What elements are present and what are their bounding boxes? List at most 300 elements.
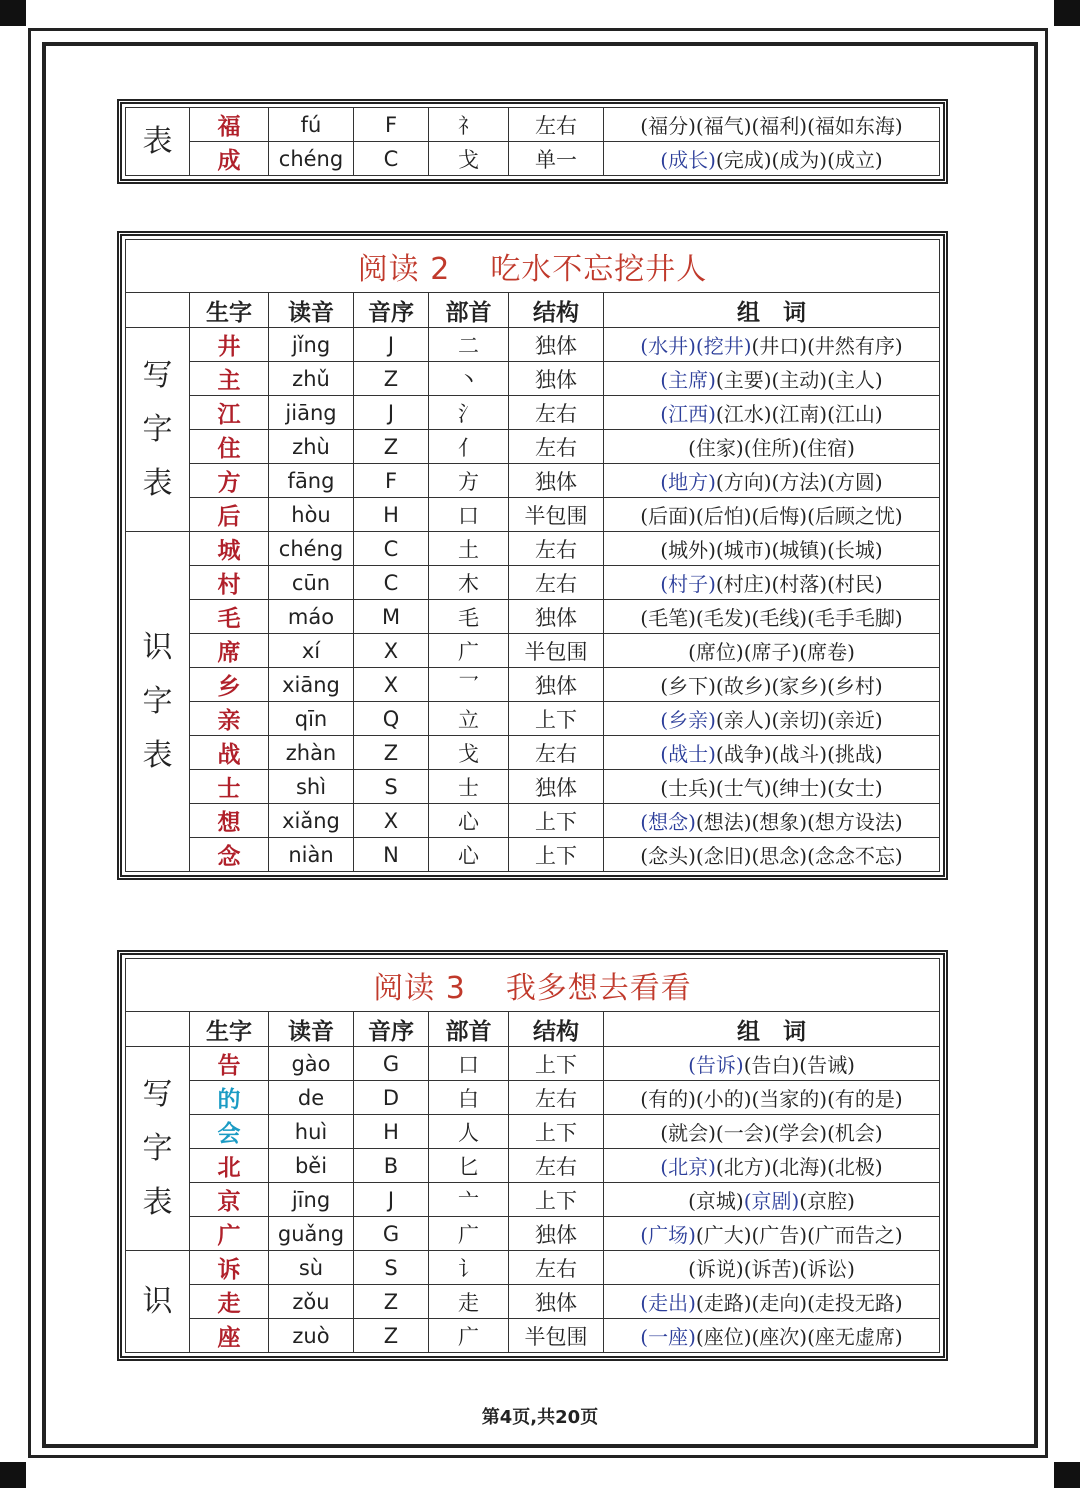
structure: 上下 — [509, 804, 604, 838]
structure: 独体 — [509, 464, 604, 498]
radical: 丶 — [429, 362, 509, 396]
word: (成为) — [771, 148, 828, 172]
word: (京城) — [688, 1189, 744, 1213]
radical: 人 — [429, 1115, 509, 1149]
table-row — [126, 396, 940, 430]
word-group — [604, 1115, 940, 1149]
word: (有的) — [640, 1087, 696, 1111]
lesson-title — [126, 240, 940, 293]
initial-letter: Z — [354, 430, 429, 464]
structure: 独体 — [509, 1285, 604, 1319]
initial-letter: F — [354, 108, 429, 142]
initial-letter: X — [354, 668, 429, 702]
word-group — [604, 1183, 940, 1217]
word-group — [604, 1285, 940, 1319]
word: (主要) — [715, 368, 772, 392]
word: (福利) — [751, 114, 808, 138]
new-character: 广 — [190, 1217, 269, 1251]
word-group — [604, 142, 940, 176]
word: (告诫) — [799, 1053, 855, 1077]
word: (主动) — [771, 368, 828, 392]
header-row — [126, 293, 940, 328]
group-label-char: 表 — [142, 123, 173, 159]
pinyin: zǒu — [269, 1285, 354, 1319]
structure: 左右 — [509, 430, 604, 464]
radical: 氵 — [429, 396, 509, 430]
word: (井口) — [751, 334, 808, 358]
word: (念旧) — [695, 844, 752, 868]
column-header: 读音 — [269, 1012, 354, 1047]
table-row — [126, 430, 940, 464]
word: (广大) — [695, 1223, 752, 1247]
word-group — [604, 668, 940, 702]
new-character: 走 — [190, 1285, 269, 1319]
column-header: 结构 — [509, 293, 604, 328]
column-header: 读音 — [269, 293, 354, 328]
table-row — [126, 668, 940, 702]
word: (城外) — [660, 538, 716, 562]
word: (京剧) — [743, 1189, 800, 1213]
table-row — [126, 770, 940, 804]
structure: 独体 — [509, 600, 604, 634]
table-row — [126, 532, 940, 566]
table-row — [126, 142, 940, 176]
radical: 戈 — [429, 736, 509, 770]
new-character: 后 — [190, 498, 269, 532]
word: (毛发) — [695, 606, 752, 630]
group-label-char: 表 — [142, 737, 173, 773]
word: (福如东海) — [807, 114, 903, 138]
radical: 士 — [429, 770, 509, 804]
initial-letter: J — [354, 328, 429, 362]
pinyin: cūn — [269, 566, 354, 600]
table-row — [126, 1251, 940, 1285]
group-label — [126, 108, 190, 176]
word: (士气) — [715, 776, 772, 800]
structure: 左右 — [509, 736, 604, 770]
pinyin: shì — [269, 770, 354, 804]
word-group — [604, 634, 940, 668]
structure: 左右 — [509, 108, 604, 142]
word: (后怕) — [695, 504, 752, 528]
new-character: 的 — [190, 1081, 269, 1115]
new-character: 诉 — [190, 1251, 269, 1285]
word: (亲近) — [827, 708, 883, 732]
word: (想念) — [640, 810, 696, 834]
word: (广场) — [640, 1223, 696, 1247]
radical: 广 — [429, 634, 509, 668]
word: (住家) — [688, 436, 744, 460]
word: (主席) — [660, 368, 716, 392]
word: (乡亲) — [660, 708, 716, 732]
structure: 上下 — [509, 1183, 604, 1217]
initial-letter: G — [354, 1217, 429, 1251]
new-character: 成 — [190, 142, 269, 176]
lesson-number: 阅读 2 — [357, 252, 451, 287]
radical: 口 — [429, 1047, 509, 1081]
word: (亲人) — [715, 708, 772, 732]
new-character: 会 — [190, 1115, 269, 1149]
table-row — [126, 566, 940, 600]
word-group — [604, 362, 940, 396]
pinyin: qīn — [269, 702, 354, 736]
word: (毛线) — [751, 606, 808, 630]
initial-letter: Z — [354, 1319, 429, 1353]
initial-letter: C — [354, 142, 429, 176]
new-character: 念 — [190, 838, 269, 872]
word: (江西) — [660, 402, 716, 426]
word: (挑战) — [827, 742, 883, 766]
radical: 口 — [429, 498, 509, 532]
word: (想法) — [695, 810, 752, 834]
group-label-char: 表 — [142, 465, 173, 501]
word: (士兵) — [660, 776, 716, 800]
lesson-title — [126, 959, 940, 1012]
word: (后顾之忧) — [807, 504, 903, 528]
word: (水井) — [640, 334, 696, 358]
radical: 土 — [429, 532, 509, 566]
word: (住所) — [743, 436, 800, 460]
word: (挖井) — [695, 334, 752, 358]
word-group — [604, 838, 940, 872]
structure: 左右 — [509, 1251, 604, 1285]
table-row — [126, 328, 940, 362]
pinyin: niàn — [269, 838, 354, 872]
word: (绅士) — [771, 776, 828, 800]
new-character: 座 — [190, 1319, 269, 1353]
group-label-char: 表 — [142, 1184, 173, 1220]
pinyin: máo — [269, 600, 354, 634]
initial-letter: G — [354, 1047, 429, 1081]
group-label-char: 字 — [142, 1130, 173, 1166]
word: (毛手毛脚) — [807, 606, 903, 630]
lesson-name: 吃水不忘挖井人 — [490, 252, 708, 287]
group-label-char: 识 — [142, 1283, 173, 1319]
new-character: 亲 — [190, 702, 269, 736]
word-group — [604, 396, 940, 430]
word-group — [604, 1047, 940, 1081]
pinyin: de — [269, 1081, 354, 1115]
word: (广而告之) — [807, 1223, 903, 1247]
initial-letter: N — [354, 838, 429, 872]
word: (念头) — [640, 844, 696, 868]
word: (座位) — [695, 1325, 752, 1349]
word: (想象) — [751, 810, 808, 834]
table-row — [126, 634, 940, 668]
group-label-read — [126, 1251, 190, 1353]
column-header: 部首 — [429, 1012, 509, 1047]
word: (家乡) — [771, 674, 828, 698]
word-group — [604, 498, 940, 532]
initial-letter: C — [354, 532, 429, 566]
new-character: 北 — [190, 1149, 269, 1183]
word: (主人) — [827, 368, 883, 392]
initial-letter: Z — [354, 1285, 429, 1319]
word: (毛笔) — [640, 606, 696, 630]
group-label-char: 识 — [142, 629, 173, 665]
word-group — [604, 736, 940, 770]
initial-letter: B — [354, 1149, 429, 1183]
word: (学会) — [771, 1121, 828, 1145]
word-group — [604, 1149, 940, 1183]
structure: 上下 — [509, 838, 604, 872]
lesson-name: 我多想去看看 — [505, 971, 692, 1006]
structure: 上下 — [509, 1047, 604, 1081]
word: (北方) — [715, 1155, 772, 1179]
header-row — [126, 1012, 940, 1047]
word: (女士) — [827, 776, 883, 800]
pinyin: zuò — [269, 1319, 354, 1353]
word: (江水) — [715, 402, 772, 426]
pinyin: fāng — [269, 464, 354, 498]
word: (方圆) — [827, 470, 883, 494]
word: (战斗) — [771, 742, 828, 766]
word-group — [604, 702, 940, 736]
word: (北京) — [660, 1155, 716, 1179]
word-group — [604, 566, 940, 600]
structure: 半包围 — [509, 634, 604, 668]
word-group — [604, 328, 940, 362]
table-row — [126, 1285, 940, 1319]
new-character: 井 — [190, 328, 269, 362]
column-header: 组 词 — [604, 293, 940, 328]
word: (村落) — [771, 572, 828, 596]
table-row — [126, 108, 940, 142]
radical: 戈 — [429, 142, 509, 176]
new-character: 主 — [190, 362, 269, 396]
pinyin: jiāng — [269, 396, 354, 430]
structure: 上下 — [509, 702, 604, 736]
initial-letter: J — [354, 396, 429, 430]
word: (走投无路) — [807, 1291, 903, 1315]
word: (诉苦) — [743, 1257, 800, 1281]
word: (战争) — [715, 742, 772, 766]
word: (席位) — [688, 640, 744, 664]
word: (城市) — [715, 538, 772, 562]
pinyin: fú — [269, 108, 354, 142]
new-character: 福 — [190, 108, 269, 142]
radical: 礻 — [429, 108, 509, 142]
radical: 乛 — [429, 668, 509, 702]
new-character: 城 — [190, 532, 269, 566]
pinyin: xiǎng — [269, 804, 354, 838]
radical: 广 — [429, 1217, 509, 1251]
new-character: 士 — [190, 770, 269, 804]
word: (乡村) — [827, 674, 883, 698]
new-character: 毛 — [190, 600, 269, 634]
radical: 白 — [429, 1081, 509, 1115]
structure: 左右 — [509, 1149, 604, 1183]
corner-mark-top-left — [0, 0, 26, 26]
radical: 讠 — [429, 1251, 509, 1285]
radical: 立 — [429, 702, 509, 736]
table-row — [126, 702, 940, 736]
word: (村民) — [827, 572, 883, 596]
table-row — [126, 362, 940, 396]
pinyin: jīng — [269, 1183, 354, 1217]
word: (福气) — [695, 114, 752, 138]
structure: 独体 — [509, 668, 604, 702]
word: (京腔) — [799, 1189, 855, 1213]
word-group — [604, 430, 940, 464]
group-label-write — [126, 1047, 190, 1251]
header-blank — [126, 1012, 190, 1047]
structure: 独体 — [509, 328, 604, 362]
initial-letter: H — [354, 1115, 429, 1149]
group-label-read — [126, 532, 190, 872]
word: (就会) — [660, 1121, 716, 1145]
column-header: 音序 — [354, 293, 429, 328]
group-label-char: 写 — [142, 1076, 173, 1112]
word-group — [604, 804, 940, 838]
new-character: 席 — [190, 634, 269, 668]
table-row — [126, 804, 940, 838]
pinyin: sù — [269, 1251, 354, 1285]
column-header: 生字 — [190, 293, 269, 328]
word: (诉说) — [688, 1257, 744, 1281]
word-group — [604, 108, 940, 142]
column-header: 生字 — [190, 1012, 269, 1047]
initial-letter: H — [354, 498, 429, 532]
pinyin: gào — [269, 1047, 354, 1081]
new-character: 战 — [190, 736, 269, 770]
word: (亲切) — [771, 708, 828, 732]
word: (当家的) — [751, 1087, 828, 1111]
word-group — [604, 1081, 940, 1115]
corner-mark-top-right — [1054, 0, 1080, 26]
table-row — [126, 1183, 940, 1217]
word: (江山) — [827, 402, 883, 426]
pinyin: chéng — [269, 142, 354, 176]
radical: 心 — [429, 804, 509, 838]
pinyin: zhàn — [269, 736, 354, 770]
pinyin: zhǔ — [269, 362, 354, 396]
initial-letter: S — [354, 770, 429, 804]
pinyin: xí — [269, 634, 354, 668]
word: (村庄) — [715, 572, 772, 596]
word: (走向) — [751, 1291, 808, 1315]
column-header: 组 词 — [604, 1012, 940, 1047]
word-group — [604, 464, 940, 498]
word-group — [604, 600, 940, 634]
word: (井然有序) — [807, 334, 903, 358]
table-row — [126, 1149, 940, 1183]
new-character: 江 — [190, 396, 269, 430]
radical: 亻 — [429, 430, 509, 464]
initial-letter: F — [354, 464, 429, 498]
initial-letter: S — [354, 1251, 429, 1285]
table-row — [126, 464, 940, 498]
structure: 半包围 — [509, 498, 604, 532]
word-group — [604, 1251, 940, 1285]
word: (成立) — [827, 148, 883, 172]
word: (完成) — [715, 148, 772, 172]
initial-letter: D — [354, 1081, 429, 1115]
column-header: 部首 — [429, 293, 509, 328]
group-label-char: 写 — [142, 357, 173, 393]
radical: 亠 — [429, 1183, 509, 1217]
structure: 独体 — [509, 362, 604, 396]
word: (走出) — [640, 1291, 696, 1315]
structure: 左右 — [509, 566, 604, 600]
table-row — [126, 498, 940, 532]
word: (战士) — [660, 742, 716, 766]
radical: 匕 — [429, 1149, 509, 1183]
initial-letter: Z — [354, 736, 429, 770]
table-row — [126, 600, 940, 634]
structure: 左右 — [509, 1081, 604, 1115]
word: (座无虚席) — [807, 1325, 903, 1349]
table-lesson-2 — [117, 231, 948, 880]
table-row — [126, 838, 940, 872]
structure: 单一 — [509, 142, 604, 176]
pinyin: běi — [269, 1149, 354, 1183]
page-number: 第4页,共20页 — [481, 1407, 599, 1428]
pinyin: jǐng — [269, 328, 354, 362]
word: (北海) — [771, 1155, 828, 1179]
word: (方向) — [715, 470, 772, 494]
radical: 方 — [429, 464, 509, 498]
word-group — [604, 1319, 940, 1353]
word: (席子) — [743, 640, 800, 664]
new-character: 想 — [190, 804, 269, 838]
word: (江南) — [771, 402, 828, 426]
word: (告诉) — [688, 1053, 744, 1077]
word: (村子) — [660, 572, 716, 596]
new-character: 住 — [190, 430, 269, 464]
group-label-write — [126, 328, 190, 532]
table-row — [126, 1081, 940, 1115]
word: (广告) — [751, 1223, 808, 1247]
radical: 毛 — [429, 600, 509, 634]
new-character: 告 — [190, 1047, 269, 1081]
word: (成长) — [660, 148, 716, 172]
initial-letter: Z — [354, 362, 429, 396]
word: (一会) — [715, 1121, 772, 1145]
word: (方法) — [771, 470, 828, 494]
word: (一座) — [640, 1325, 696, 1349]
word: (诉讼) — [799, 1257, 855, 1281]
word: (座次) — [751, 1325, 808, 1349]
pinyin: chéng — [269, 532, 354, 566]
table-row — [126, 1319, 940, 1353]
table-row — [126, 1115, 940, 1149]
corner-mark-bottom-left — [0, 1462, 26, 1488]
word-group — [604, 1217, 940, 1251]
word: (地方) — [660, 470, 716, 494]
word: (机会) — [827, 1121, 883, 1145]
word: (住宿) — [799, 436, 855, 460]
initial-letter: C — [354, 566, 429, 600]
pinyin: hòu — [269, 498, 354, 532]
structure: 左右 — [509, 396, 604, 430]
radical: 二 — [429, 328, 509, 362]
pinyin: zhù — [269, 430, 354, 464]
word: (小的) — [695, 1087, 752, 1111]
column-header: 结构 — [509, 1012, 604, 1047]
initial-letter: Q — [354, 702, 429, 736]
word: (思念) — [751, 844, 808, 868]
radical: 木 — [429, 566, 509, 600]
pinyin: huì — [269, 1115, 354, 1149]
word: (长城) — [827, 538, 883, 562]
word: (后面) — [640, 504, 696, 528]
structure: 独体 — [509, 770, 604, 804]
new-character: 京 — [190, 1183, 269, 1217]
new-character: 村 — [190, 566, 269, 600]
structure: 上下 — [509, 1115, 604, 1149]
word-group — [604, 532, 940, 566]
